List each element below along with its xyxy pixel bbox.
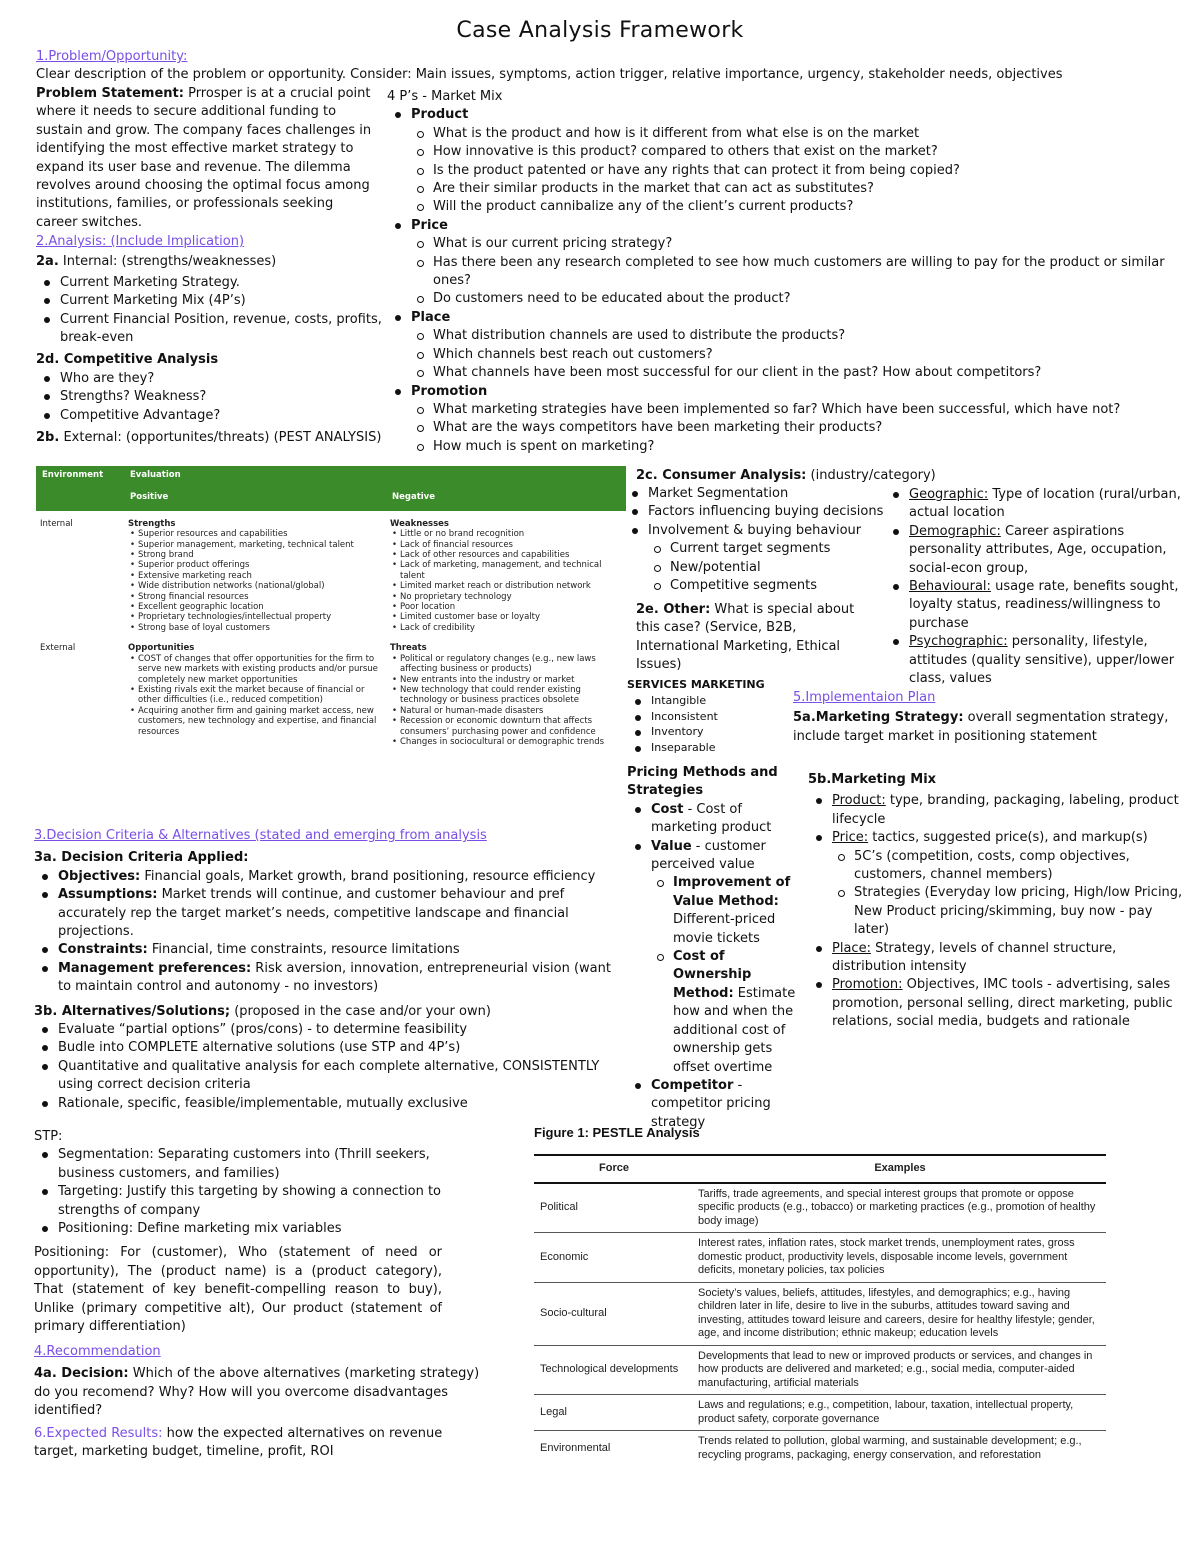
services-marketing-heading: SERVICES MARKETING (627, 678, 765, 691)
stp-list (34, 1146, 454, 1238)
consumer-analysis-text: (industry/category) (810, 468, 936, 483)
list-item: What channels have been most successful for our client in the past? How about competitors? (411, 364, 1187, 382)
list-item: Do customers need to be educated about the product? (411, 290, 1187, 308)
list-item: • No proprietary technology (390, 592, 622, 602)
list-item: Current Financial Position, revenue, costs, profits, break-even (36, 311, 386, 348)
list-item: Evaluate “partial options” (pros/cons) - to determine feasibility (34, 1021, 614, 1039)
section-6 (34, 1425, 454, 1462)
list-item: Current target segments (648, 540, 896, 558)
threats-list (390, 654, 622, 748)
internal-analysis-list (36, 274, 386, 348)
list-item: Geographic: Type of location (rural/urban, actual location (885, 486, 1185, 523)
services-marketing (627, 677, 787, 756)
list-item: • New entrants into the industry or market (390, 675, 622, 685)
list-item: Cost of Ownership Method: Estimate how and when the additional cost of ownership gets offset overtime (651, 948, 799, 1077)
promotion-label: Promotion (411, 383, 488, 399)
list-item: Current Marketing Mix (4P’s) (36, 292, 386, 310)
list-item: What are the ways competitors have been marketing their products? (411, 419, 1187, 437)
product-label: Product (411, 107, 469, 123)
list-item: Improvement of Value Method: Different-priced movie tickets (651, 874, 799, 948)
swot-threats-label: Threats (390, 643, 427, 654)
list-item: • Limited market reach or distribution network (390, 581, 622, 591)
internal-analysis-label: 2a. Internal: (strengths/weaknesses) (36, 254, 277, 270)
list-item: Inventory (627, 724, 787, 740)
list-item: Is the product patented or have any rights that can protect it from being copied? (411, 162, 1187, 180)
list-item: Has there been any research completed to see how much customers are willing to pay for the product or similar ones? (411, 254, 1187, 291)
market-mix-heading: 4 P’s - Market Mix (387, 89, 503, 104)
alternatives-label: 3b. Alternatives/Solutions; (proposed in the case and/or your own) (34, 1003, 491, 1019)
section-2 (36, 233, 386, 447)
other-text: What is special about this case? (Service, B2B, International Marketing, Ethical Issues) (636, 602, 855, 673)
section-5-heading: 5.Implementaion Plan (793, 690, 936, 705)
list-item: Competitor - competitor pricing strategy (627, 1077, 799, 1132)
list-item: Quantitative and qualitative analysis for each complete alternative, CONSISTENTLY using correct decision criteria (34, 1058, 614, 1095)
strengths-list (128, 529, 382, 633)
list-item: • Strong base of loyal customers (128, 623, 382, 633)
list-item: • New technology that could render existing technology or business practices obsolete (390, 685, 622, 706)
other-considerations (636, 601, 856, 675)
list-item: Place: Strategy, levels of channel structure, distribution intensity (808, 940, 1186, 977)
problem-statement (36, 85, 372, 232)
swot-external-label: External (40, 643, 76, 654)
section-1 (36, 48, 1186, 85)
list-item: • Little or no brand recognition (390, 529, 622, 539)
list-item: • Political or regulatory changes (e.g., new laws affecting business or products) (390, 654, 622, 675)
marketing-mix-label: 5b.Marketing Mix (808, 772, 937, 787)
list-item: What is our current pricing strategy? (411, 235, 1187, 253)
pestle-figure (534, 1125, 1106, 1466)
list-item: Demographic: Career aspirations personality attributes, Age, occupation, social-econ group, (885, 523, 1185, 578)
list-item: What distribution channels are used to distribute the products? (411, 327, 1187, 345)
section-6-heading: 6.Expected Results: (34, 1426, 163, 1441)
list-item: Competitive Advantage? (36, 407, 386, 425)
list-item: • Existing rivals exit the market because of financial or other difficulties (i.e., reduced competition) (128, 685, 382, 706)
implementation-marketing-mix (808, 771, 1186, 1032)
list-item: New/potential (648, 559, 896, 577)
section-3-heading: 3.Decision Criteria & Alternatives (stated and emerging from analysis (34, 828, 487, 843)
external-analysis-label: 2b. External: (opportunites/threats) (PEST ANALYSIS) (36, 430, 382, 446)
list-item: Will the product cannibalize any of the client’s current products? (411, 198, 1187, 216)
list-item: Behavioural: usage rate, benefits sought, loyalty status, readiness/willingness to purchase (885, 578, 1185, 633)
list-item: Factors influencing buying decisions (624, 503, 896, 521)
list-item: Product: type, branding, packaging, labeling, product lifecycle (808, 792, 1186, 829)
list-item: • Superior product offerings (128, 560, 382, 570)
list-item: Who are they? (36, 370, 386, 388)
list-item: • Acquiring another firm and gaining market access, new customers, new technology and expertise, and financial resources (128, 706, 382, 737)
list-item: What is the product and how is it different from what else is on the market (411, 125, 1187, 143)
list-item: • Poor location (390, 602, 622, 612)
list-item: Inseparable (627, 740, 787, 756)
table-row: Technological developments Developments that lead to new or improved products or services, and changes in how products are delivered and marketed; e.g., social media, computer-aided manufacturing, artificial materials (534, 1345, 1106, 1395)
list-item: • Strong brand (128, 550, 382, 560)
marketing-strategy: 5a.Marketing Strategy: overall segmentation strategy, include target market in positioning statement (793, 710, 1169, 744)
list-item: Are their similar products in the market that can act as substitutes? (411, 180, 1187, 198)
competitive-analysis-label: 2d. Competitive Analysis (36, 352, 219, 368)
table-row: Environmental Trends related to pollution, global warming, and sustainable development; e.g., recycling programs, packaging, energy conservation, and reforestation (540, 1435, 1082, 1461)
table-row: Economic Interest rates, inflation rates, stock market trends, unemployment rates, gross domestic product, productivity levels, disposable income levels, government deficits, monetary policies, tax policies (534, 1233, 1106, 1283)
list-item: • Strong financial resources (128, 592, 382, 602)
list-item: Budle into COMPLETE alternative solutions (use STP and 4P’s) (34, 1039, 614, 1057)
other-label: 2e. Other: (636, 602, 711, 617)
segmentation-list (885, 486, 1185, 688)
swot-strengths-label: Strengths (128, 518, 176, 529)
list-item: Management preferences: Risk aversion, innovation, entrepreneurial vision (want to maintain control and autonomy - no investors) (34, 960, 614, 997)
list-item: • Excellent geographic location (128, 602, 382, 612)
pestle-table (534, 1154, 1106, 1466)
list-item: What marketing strategies have been implemented so far? Which have been successful, which have not? (411, 401, 1187, 419)
list-item: Cost - Cost of marketing product (627, 801, 799, 838)
pestle-header-examples: Examples (694, 1155, 1106, 1183)
list-item: Constraints: Financial, time constraints, resource limitations (34, 941, 614, 959)
pricing-methods (627, 764, 799, 1132)
weaknesses-list (390, 529, 622, 633)
list-item: • Proprietary technologies/intellectual property (128, 612, 382, 622)
swot-weaknesses-label: Weaknesses (390, 518, 449, 529)
list-item: Strengths? Weakness? (36, 388, 386, 406)
decision-text: 4a. Decision: Which of the above alternatives (marketing strategy) do you recomend? Why? How will you overcome disadvantages identified? (34, 1366, 480, 1419)
list-item: • Limited customer base or loyalty (390, 612, 622, 622)
place-label: Place (411, 309, 451, 325)
alternatives-list (34, 1021, 614, 1113)
swot-header-evaluation: Evaluation (130, 470, 181, 480)
list-item: Segmentation: Separating customers into (Thrill seekers, business customers, and families) (34, 1146, 454, 1183)
pestle-caption: Figure 1: PESTLE Analysis (534, 1125, 700, 1140)
consumer-analysis-label: 2c. Consumer Analysis: (636, 468, 807, 483)
section-4 (34, 1343, 494, 1421)
page-title: Case Analysis Framework (456, 18, 744, 43)
list-item: Psychographic: personality, lifestyle, attitudes (quality sensitive), upper/lower class, values (885, 633, 1185, 688)
list-item: • Extensive marketing reach (128, 571, 382, 581)
list-item: How innovative is this product? compared to others that exist on the market? (411, 143, 1187, 161)
list-item: Strategies (Everyday low pricing, High/low Pricing, New Product pricing/skimming, buy now - pay later) (832, 884, 1186, 939)
swot-header-environment: Environment (42, 470, 104, 480)
table-row: Socio-cultural Society’s values, beliefs, attitudes, lifestyles, and demographics; e.g., having children later in life, desire to live in the suburbs, attitudes toward saving and investing, attitudes toward leisure and careers, desire for healthy lifestyle; gender, age, and income distribution; ethnic makeup; education levels (534, 1282, 1106, 1345)
list-item: Assumptions: Market trends will continue, and customer behaviour and pref accurately rep the target market’s needs, competitive landscape and financial projections. (34, 886, 614, 941)
section-5 (793, 689, 1183, 746)
swot-table (36, 466, 626, 749)
list-item: • Wide distribution networks (national/global) (128, 581, 382, 591)
decision-criteria-label: 3a. Decision Criteria Applied: (34, 850, 249, 866)
list-item: Positioning: Define marketing mix variables (34, 1220, 454, 1238)
list-item: How much is spent on marketing? (411, 438, 1187, 456)
list-item: Price: tactics, suggested price(s), and markup(s) 5C’s (competition, costs, comp objectives, customers, channel members) Strategies (Everyday low pricing, High/low Pricing, New Product pricing/skimming, buy now - pay later) (808, 829, 1186, 939)
section-6-text: how the expected alternatives on revenue target, marketing budget, timeline, profit, ROI (34, 1426, 443, 1460)
list-item: • Changes in sociocultural or demographic trends (390, 737, 622, 747)
list-item: Which channels best reach out customers? (411, 346, 1187, 364)
problem-statement-text: Prrosper is at a crucial point where it needs to secure additional funding to sustain and grow. The company faces challenges in identifying the most effective market strategy to expand its user base and revenue. The dilemma revolves around choosing the optimal focus among institutions, families, or professionals seeking career switches. (36, 86, 372, 230)
decision-criteria-list (34, 868, 614, 997)
list-item: Inconsistent (627, 709, 787, 725)
list-item: • Recession or economic downturn that affects consumers’ purchasing power and confidence (390, 716, 622, 737)
list-item: • Lack of credibility (390, 623, 622, 633)
swot-opportunities-label: Opportunities (128, 643, 195, 654)
list-item: Involvement & buying behaviour Current target segments New/potential Competitive segments (624, 522, 896, 596)
swot-internal-label: Internal (40, 518, 73, 529)
problem-statement-label: Problem Statement: (36, 86, 184, 101)
list-item: Rationale, specific, feasible/implementable, mutually exclusive (34, 1095, 614, 1113)
table-row: Political Tariffs, trade agreements, and special interest groups that promote or oppose specific products (e.g., tobacco) or marketing practices (e.g., promotion of healthy body image) (534, 1183, 1106, 1233)
section-1-heading: 1.Problem/Opportunity: (36, 49, 188, 64)
table-row: Legal Laws and regulations; e.g., competition, labour, taxation, intellectual property, product safety, corporate governance (534, 1395, 1106, 1431)
stp-section (34, 1128, 454, 1336)
list-item: • Lack of financial resources (390, 540, 622, 550)
list-item: Objectives: Financial goals, Market growth, brand positioning, resource efficiency (34, 868, 614, 886)
market-mix (387, 88, 1187, 456)
price-label: Price (411, 217, 448, 233)
list-item: • Superior management, marketing, technical talent (128, 540, 382, 550)
list-item: • Natural or human-made disasters (390, 706, 622, 716)
section-4-heading: 4.Recommendation (34, 1344, 161, 1359)
list-item: Intangible (627, 693, 787, 709)
consumer-analysis (636, 467, 936, 485)
list-item: Targeting: Justify this targeting by showing a connection to strengths of company (34, 1183, 454, 1220)
section-3 (34, 827, 614, 1113)
list-item: • Lack of other resources and capabilities (390, 550, 622, 560)
list-item: • Superior resources and capabilities (128, 529, 382, 539)
consumer-analysis-list (624, 485, 896, 595)
list-item: Value - customer perceived value Improvement of Value Method: Different-priced movie tickets Cost of Ownership Method: Estimate how and when the additional cost of ownership gets offset overtime (627, 838, 799, 1077)
swot-header-positive: Positive (130, 492, 169, 503)
list-item: Market Segmentation (624, 485, 896, 503)
list-item: Current Marketing Strategy. (36, 274, 386, 292)
opportunities-list (128, 654, 382, 737)
competitive-analysis-list (36, 370, 386, 425)
swot-header-negative: Negative (392, 492, 435, 503)
pricing-methods-heading: Pricing Methods and Strategies (627, 765, 778, 799)
pestle-header-force: Force (534, 1155, 694, 1183)
list-item: 5C’s (competition, costs, comp objectives, customers, channel members) (832, 848, 1186, 885)
list-item: • Lack of marketing, management, and technical talent (390, 560, 622, 581)
list-item: Promotion: Objectives, IMC tools - advertising, sales promotion, personal selling, direct marketing, public relations, social media, budgets and rationale (808, 976, 1186, 1031)
list-item: Competitive segments (648, 577, 896, 595)
stp-label: STP: (34, 1129, 63, 1144)
list-item: • COST of changes that offer opportunities for the firm to serve new markets with existing products and/or pursue completely new market opportunities (128, 654, 382, 685)
section-2-heading: 2.Analysis: (Include Implication) (36, 234, 245, 249)
section-1-description: Clear description of the problem or opportunity. Consider: Main issues, symptoms, action trigger, relative importance, urgency, stakeholder needs, objectives (36, 67, 1063, 83)
positioning-statement: Positioning: For (customer), Who (statement of need or opportunity), The (product name) is a (product category), That (statement of key benefit-compelling reason to buy), Unlike (primary competitive alt), Our product (statement of primary differentiation) (34, 1245, 442, 1335)
